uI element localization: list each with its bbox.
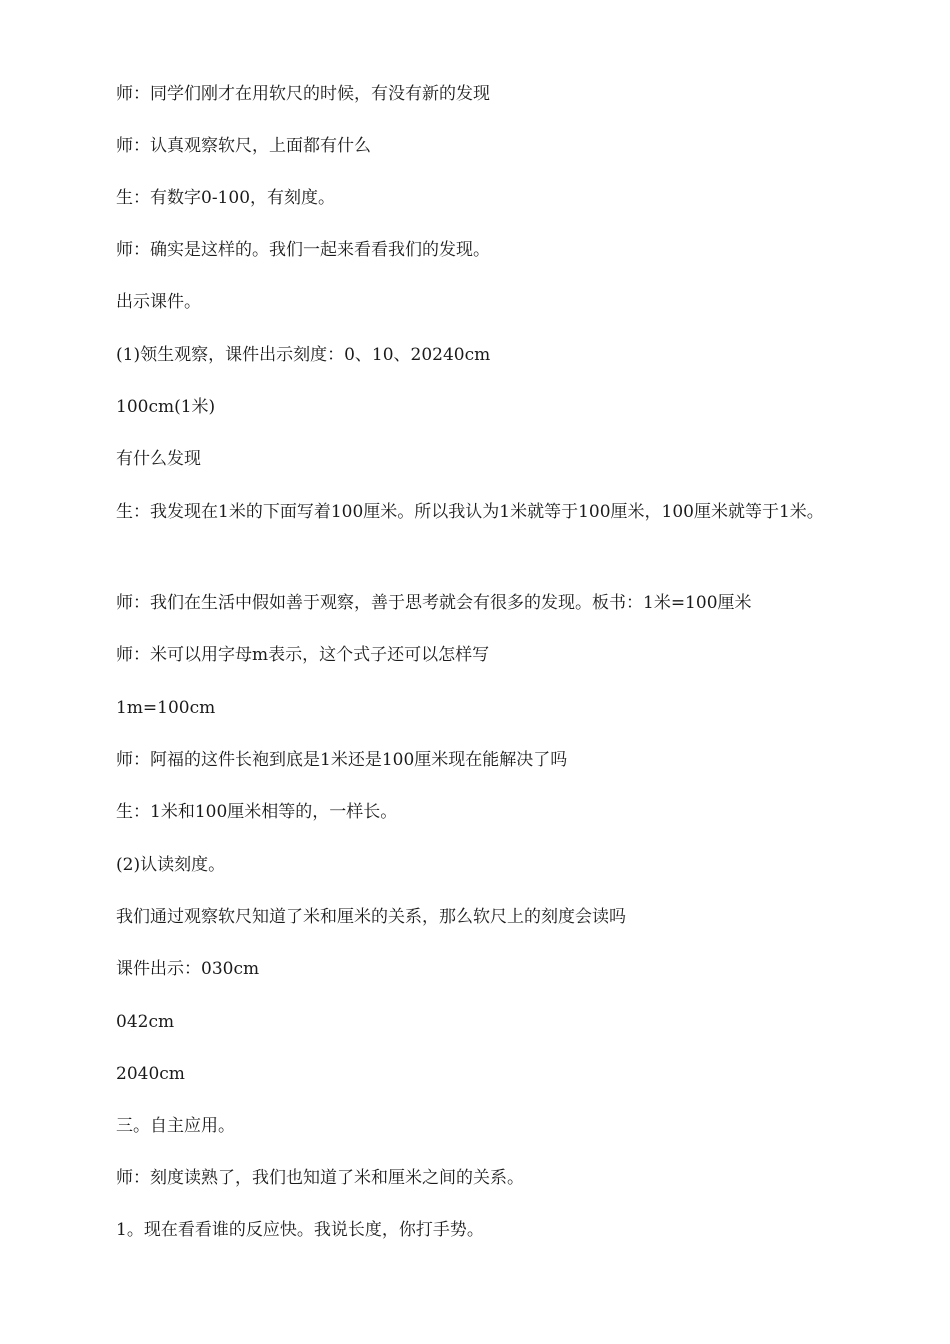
paragraph: 师：同学们刚才在用软尺的时候，有没有新的发现 xyxy=(116,84,490,104)
paragraph: 1m=100cm xyxy=(116,698,216,718)
paragraph: 我们通过观察软尺知道了米和厘米的关系，那么软尺上的刻度会读吗 xyxy=(116,907,626,927)
paragraph: 师：认真观察软尺，上面都有什么 xyxy=(116,136,371,156)
paragraph: (2)认读刻度。 xyxy=(116,855,226,875)
paragraph: 师：我们在生活中假如善于观察，善于思考就会有很多的发现。板书：1米=100厘米 xyxy=(116,593,752,613)
paragraph: 师：阿福的这件长袍到底是1米还是100厘米现在能解决了吗 xyxy=(116,750,568,770)
paragraph: 三。自主应用。 xyxy=(116,1116,235,1136)
paragraph: 生：有数字0-100，有刻度。 xyxy=(116,188,336,208)
paragraph: 有什么发现 xyxy=(116,449,201,469)
paragraph: 师：刻度读熟了，我们也知道了米和厘米之间的关系。 xyxy=(116,1168,524,1188)
paragraph: (1)领生观察，课件出示刻度：0、10、20240cm xyxy=(116,345,491,365)
paragraph: 生：1米和100厘米相等的，一样长。 xyxy=(116,802,398,822)
paragraph: 出示课件。 xyxy=(116,292,201,312)
paragraph: 师：米可以用字母m表示，这个式子还可以怎样写 xyxy=(116,645,490,665)
paragraph: 2040cm xyxy=(116,1064,185,1084)
paragraph: 100cm(1米) xyxy=(116,397,216,417)
paragraph: 课件出示：030cm xyxy=(116,959,260,979)
paragraph: 师：确实是这样的。我们一起来看看我们的发现。 xyxy=(116,240,490,260)
paragraph: 1。现在看看谁的反应快。我说长度，你打手势。 xyxy=(116,1220,484,1240)
paragraph: 生：我发现在1米的下面写着100厘米。所以我认为1米就等于100厘米，100厘米就等于1米。 xyxy=(116,502,824,522)
paragraph: 042cm xyxy=(116,1012,175,1032)
